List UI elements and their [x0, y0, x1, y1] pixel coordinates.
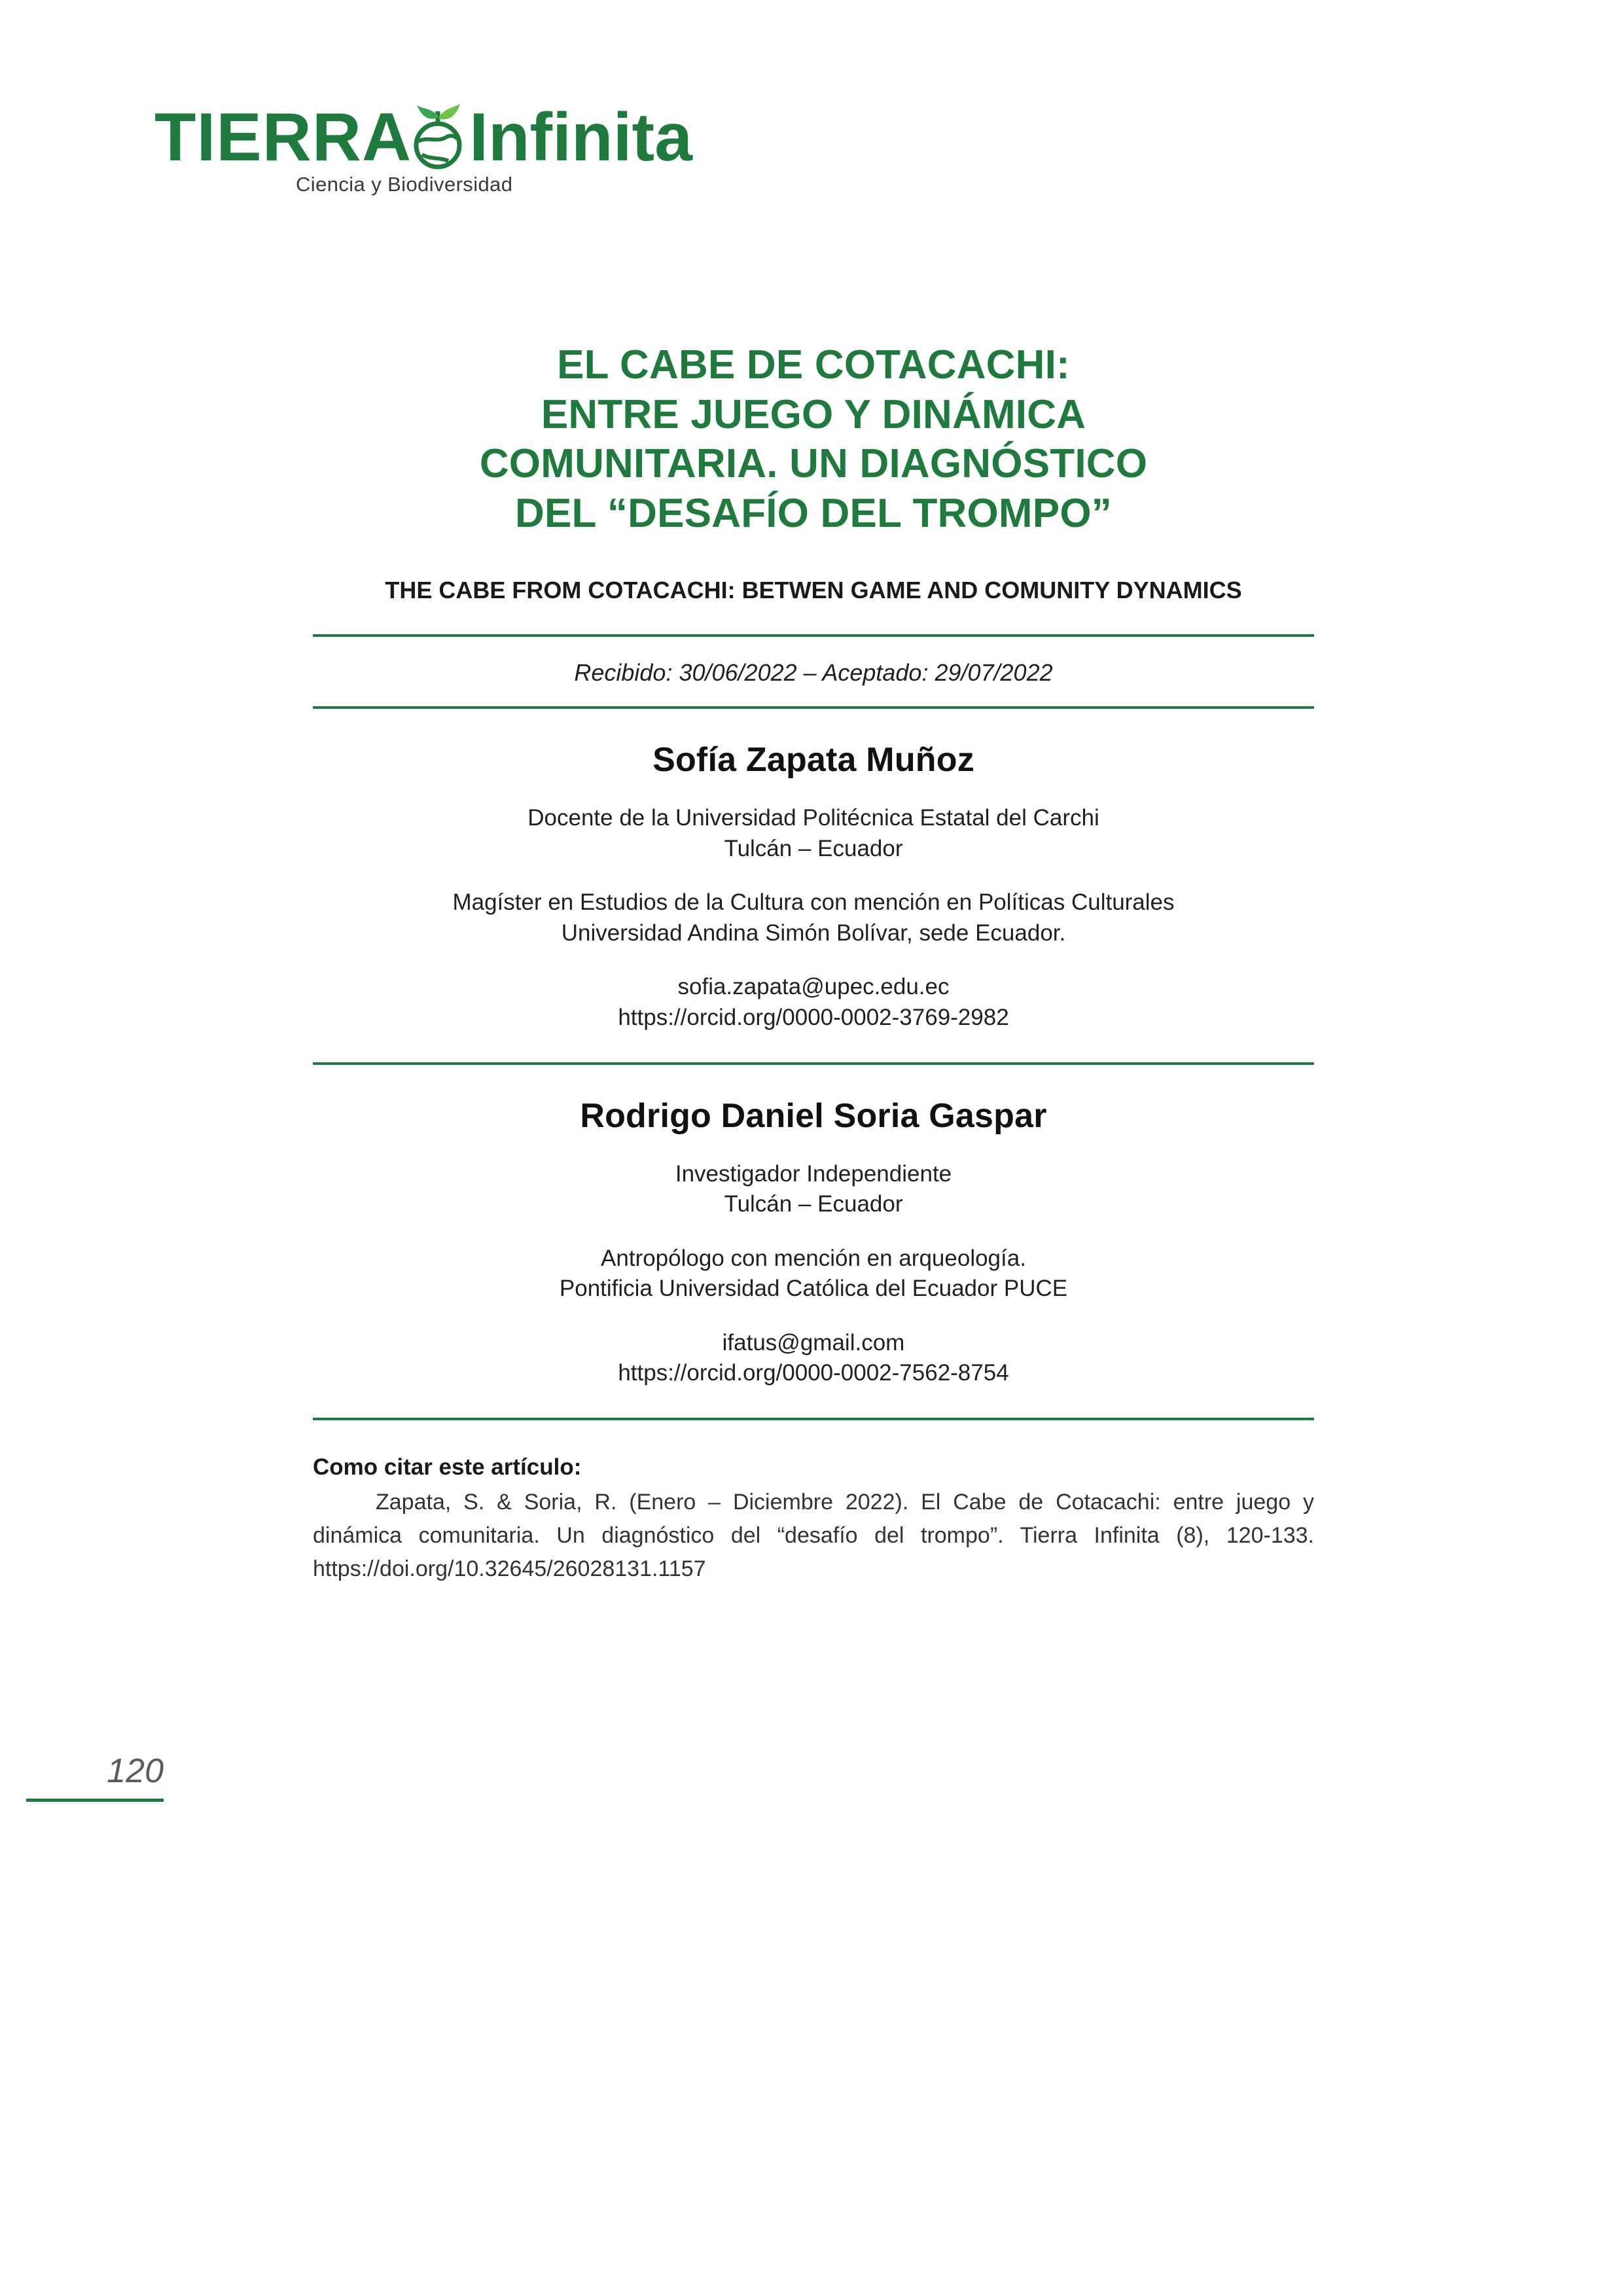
divider-between-authors — [313, 1062, 1314, 1065]
citation-text — [313, 1486, 1314, 1586]
affiliation-line-2: Tulcán – Ecuador — [724, 1191, 903, 1217]
author-contact — [313, 972, 1314, 1033]
sprout-globe-icon — [402, 102, 473, 173]
journal-logo — [154, 98, 692, 196]
author-orcid-link[interactable]: https://orcid.org/0000-0002-7562-8754 — [618, 1360, 1009, 1386]
citation-heading: Como citar este artículo: — [313, 1454, 582, 1480]
logo-wordmark-tierra: TIERRA — [154, 99, 412, 175]
title-line-1: EL CABE DE COTACACHI: — [557, 342, 1070, 387]
author-affiliation — [313, 1159, 1314, 1220]
affiliation-line-2: Tulcán – Ecuador — [724, 835, 903, 861]
author-contact — [313, 1328, 1314, 1389]
logo-wordmark-infinita: Infinita — [469, 99, 692, 175]
degree-line-2: Pontificia Universidad Católica del Ecuador PUCE — [559, 1276, 1068, 1302]
folio-divider — [26, 1799, 164, 1802]
english-subtitle: THE CABE FROM COTACACHI: BETWEN GAME AND COMUNITY DYNAMICS — [385, 576, 1242, 603]
author-orcid-link[interactable]: https://orcid.org/0000-0002-3769-2982 — [618, 1005, 1009, 1031]
page-title — [313, 340, 1314, 539]
degree-line-2: Universidad Andina Simón Bolívar, sede Ecuador. — [561, 920, 1066, 946]
folio — [26, 1754, 164, 1802]
title-line-4: DEL “DESAFÍO DEL TROMPO” — [515, 490, 1112, 536]
author-degree — [313, 1244, 1314, 1304]
author-email[interactable]: sofia.zapata@upec.edu.ec — [677, 974, 950, 1000]
logo-tagline: Ciencia y Biodiversidad — [296, 173, 513, 196]
degree-line-1: Antropólogo con mención en arqueología. — [601, 1245, 1026, 1271]
degree-line-1: Magíster en Estudios de la Cultura con mención en Políticas Culturales — [452, 889, 1175, 916]
affiliation-line-1: Docente de la Universidad Politécnica Estatal del Carchi — [527, 805, 1099, 831]
author-affiliation — [313, 803, 1314, 864]
author-name: Rodrigo Daniel Soria Gaspar — [580, 1096, 1047, 1135]
article-front-matter — [313, 340, 1314, 1586]
citation-block — [313, 1450, 1314, 1587]
title-line-3: COMUNITARIA. UN DIAGNÓSTICO — [479, 441, 1148, 487]
author-email[interactable]: ifatus@gmail.com — [722, 1329, 905, 1355]
received-accepted-dates: Recibido: 30/06/2022 – Aceptado: 29/07/2022 — [574, 659, 1053, 687]
citation-string: Zapata, S. & Soria, R. (Enero – Diciembre 2022). El Cabe de Cotacachi: entre juego y dinámica comunitaria. Un diagnóstico del “desafío del trompo”. Tierra Infinita (8), 120-133. https://doi.org/10.32645/26028131.1157 — [313, 1490, 1314, 1582]
author-block-2 — [313, 1096, 1314, 1389]
divider-after-dates — [313, 706, 1314, 709]
author-block-1 — [313, 740, 1314, 1033]
author-degree — [313, 888, 1314, 948]
author-name: Sofía Zapata Muñoz — [652, 741, 974, 780]
logo-row — [154, 98, 692, 177]
affiliation-line-1: Investigador Independiente — [675, 1160, 952, 1187]
divider-before-citation — [313, 1418, 1314, 1420]
page-number: 120 — [107, 1752, 164, 1790]
title-line-2: ENTRE JUEGO Y DINÁMICA — [541, 391, 1086, 437]
